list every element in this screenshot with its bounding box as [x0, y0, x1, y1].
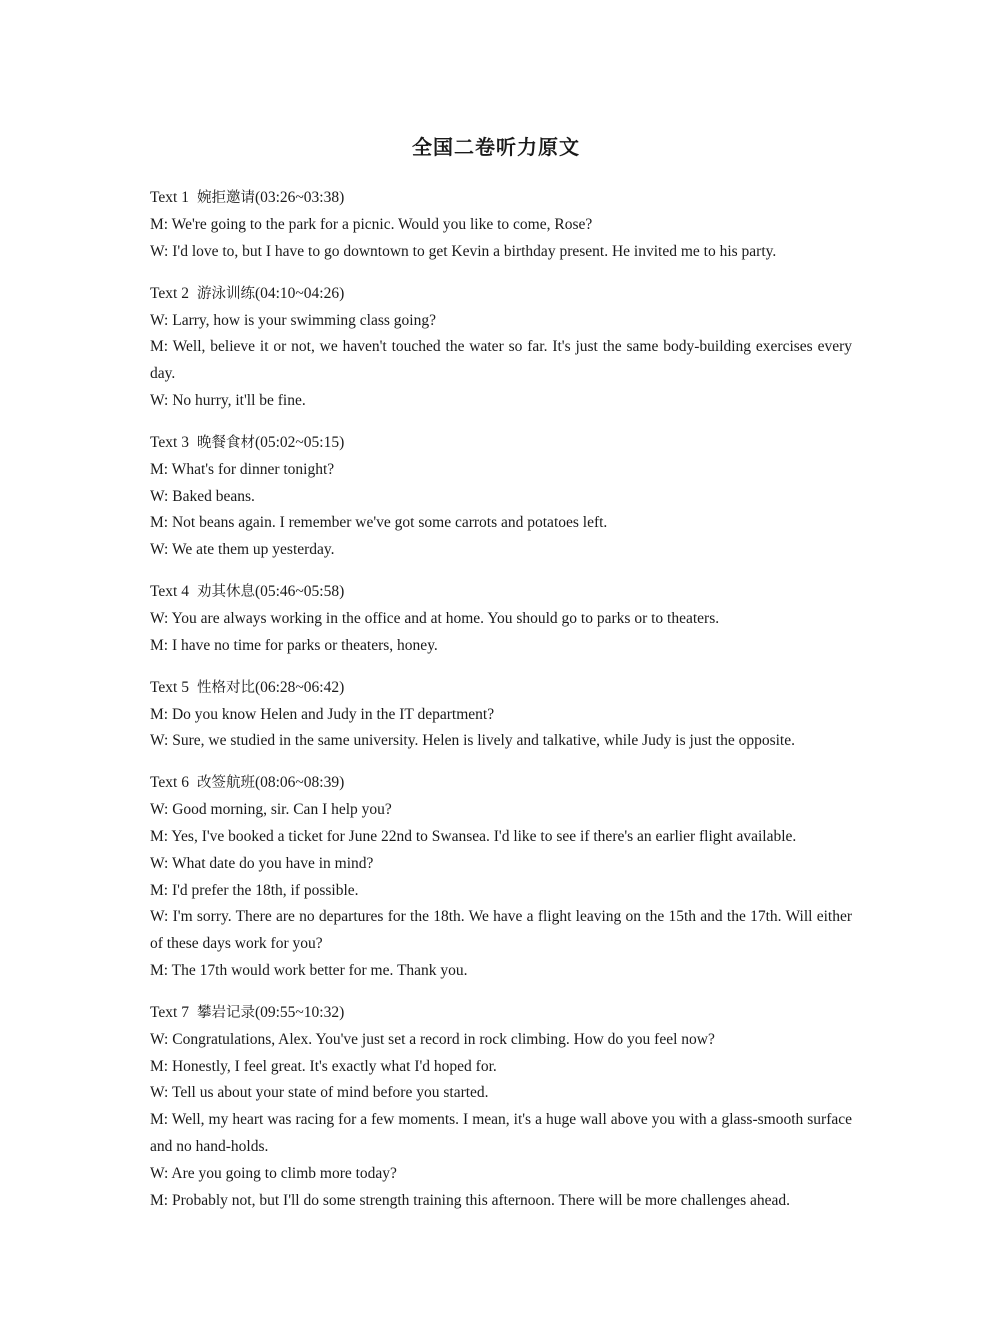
section-topic: 性格对比 [196, 679, 255, 696]
section-label: Text 5 [150, 678, 189, 696]
dialogue-line: M: The 17th would work better for me. Thank you. [150, 961, 468, 979]
dialogue-line: M: Not beans again. I remember we've got some carrots and potatoes left. [150, 514, 608, 532]
transcript-sections [150, 184, 852, 1214]
section-heading [150, 674, 852, 702]
dialogue-line: W: I'm sorry. There are no departures for the 18th. We have a flight leaving on the 15th and the 17th. Will either of these days work for you? [150, 908, 852, 953]
dialogue-line: M: Do you know Helen and Judy in the IT department? [150, 705, 495, 723]
section-topic: 游泳训练 [196, 285, 255, 302]
section-heading [150, 184, 852, 212]
section-topic: 攀岩记录 [196, 1004, 255, 1021]
section-time: (06:28~06:42) [254, 678, 345, 696]
section-time: (05:02~05:15) [254, 433, 345, 451]
transcript-section [150, 999, 852, 1215]
section-heading [150, 429, 852, 457]
dialogue-line: M: What's for dinner tonight? [150, 460, 335, 478]
dialogue-line: W: Sure, we studied in the same university. Helen is lively and talkative, while Judy is just the opposite. [150, 732, 795, 750]
transcript-section [150, 429, 852, 564]
section-heading [150, 769, 852, 797]
dialogue-line: M: I have no time for parks or theaters, honey. [150, 636, 438, 654]
dialogue-line: W: Baked beans. [150, 487, 255, 505]
dialogue-line: W: We ate them up yesterday. [150, 541, 335, 559]
page-title: 全国二卷听力原文 [412, 135, 580, 159]
section-label: Text 2 [150, 284, 189, 302]
section-heading [150, 999, 852, 1027]
dialogue-line: W: What date do you have in mind? [150, 854, 374, 872]
section-time: (09:55~10:32) [254, 1003, 345, 1021]
section-time: (04:10~04:26) [254, 284, 345, 302]
dialogue-line: W: You are always working in the office and at home. You should go to parks or to theaters. [150, 609, 720, 627]
dialogue-line: W: Larry, how is your swimming class going? [150, 311, 436, 329]
section-heading [150, 280, 852, 308]
dialogue-line: M: Well, believe it or not, we haven't touched the water so far. It's just the same body-building exercises every day. [150, 338, 852, 383]
dialogue-line: M: Honestly, I feel great. It's exactly what I'd hoped for. [150, 1057, 497, 1075]
dialogue-line: M: Probably not, but I'll do some strength training this afternoon. There will be more challenges ahead. [150, 1191, 791, 1209]
section-heading [150, 578, 852, 606]
transcript-section [150, 769, 852, 985]
section-topic: 劝其休息 [196, 583, 255, 600]
dialogue-line: W: Congratulations, Alex. You've just set a record in rock climbing. How do you feel now? [150, 1030, 715, 1048]
section-topic: 晚餐食材 [196, 434, 255, 451]
section-label: Text 6 [150, 774, 189, 792]
section-time: (03:26~03:38) [254, 189, 345, 206]
dialogue-line: W: No hurry, it'll be fine. [150, 391, 306, 409]
section-label: Text 7 [150, 1003, 189, 1021]
dialogue-line: W: Good morning, sir. Can I help you? [150, 801, 392, 819]
section-time: (05:46~05:58) [254, 582, 345, 600]
dialogue-line: W: I'd love to, but I have to go downtown to get Kevin a birthday present. He invited me to his party. [150, 242, 777, 260]
transcript-section [150, 674, 852, 756]
transcript-section [150, 578, 852, 660]
transcript-section [150, 184, 852, 266]
section-time: (08:06~08:39) [254, 774, 345, 792]
transcript-section [150, 280, 852, 415]
dialogue-line: M: We're going to the park for a picnic. Would you like to come, Rose? [150, 216, 593, 233]
dialogue-line: M: Yes, I've booked a ticket for June 22nd to Swansea. I'd like to see if there's an earlier flight available. [150, 827, 797, 845]
dialogue-line: M: I'd prefer the 18th, if possible. [150, 881, 359, 899]
section-topic: 婉拒邀请 [196, 190, 255, 206]
section-label: Text 3 [150, 433, 189, 451]
section-topic: 改签航班 [196, 775, 255, 792]
section-label: Text 4 [150, 582, 189, 600]
dialogue-line: M: Well, my heart was racing for a few moments. I mean, it's a huge wall above you with a glass-smooth surface and no hand-holds. [150, 1111, 852, 1155]
dialogue-line: W: Are you going to climb more today? [150, 1164, 397, 1182]
dialogue-line: W: Tell us about your state of mind before you started. [150, 1084, 489, 1102]
section-label: Text 1 [150, 189, 189, 206]
